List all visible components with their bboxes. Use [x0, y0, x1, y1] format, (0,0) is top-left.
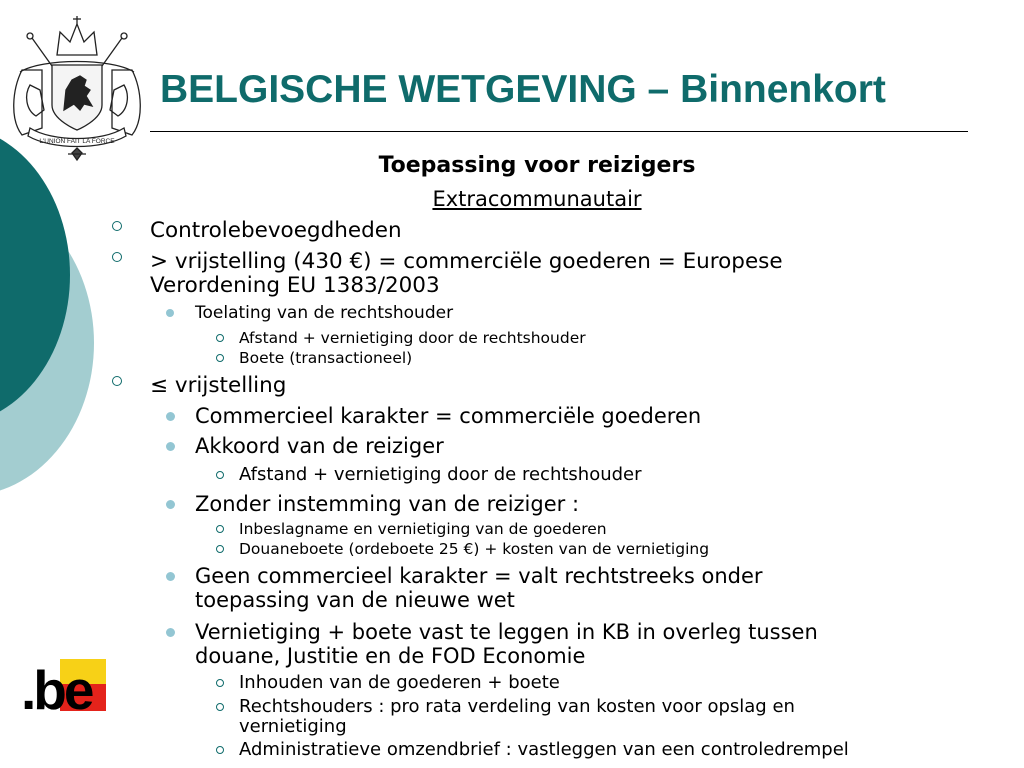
- bullet-text: ≤ vrijstelling: [150, 373, 287, 398]
- bullet-text-continuation: toepassing van de nieuwe wet: [195, 588, 515, 612]
- slide-subheading: Extracommunautair: [432, 187, 642, 211]
- bullet-text: Afstand + vernietiging door de rechtshouder: [239, 464, 642, 485]
- svg-text:.be: .be: [21, 659, 92, 719]
- hollow-circle-bullet-icon: [216, 334, 224, 342]
- bullet-item: [239, 520, 607, 538]
- dot-bullet-icon: [166, 572, 175, 581]
- bullet-text: Vernietiging + boete vast te leggen in KB in overleg tussen: [195, 620, 818, 644]
- bullet-text: Akkoord van de reiziger: [195, 434, 444, 458]
- bullet-text: Controlebevoegdheden: [150, 218, 402, 243]
- bullet-text: Commercieel karakter = commerciële goederen: [195, 404, 702, 428]
- bullet-item: [195, 620, 818, 668]
- bullet-text-continuation: Verordening EU 1383/2003: [150, 273, 440, 298]
- bullet-item: [239, 697, 795, 737]
- bullet-item: [239, 740, 849, 760]
- bullet-text-continuation: douane, Justitie en de FOD Economie: [195, 644, 586, 668]
- bullet-item: [239, 349, 412, 367]
- bullet-text: Douaneboete (ordeboete 25 €) + kosten van de vernietiging: [239, 540, 710, 558]
- hollow-circle-bullet-icon: [112, 376, 122, 386]
- dot-bullet-icon: [166, 442, 175, 451]
- dot-bullet-icon: [166, 628, 175, 637]
- bullet-item: [195, 434, 444, 458]
- bullet-item: [150, 374, 286, 398]
- dot-bullet-icon: [166, 412, 175, 421]
- hollow-circle-bullet-icon: [216, 525, 224, 533]
- bullet-text: Geen commercieel karakter = valt rechtstreeks onder: [195, 564, 763, 588]
- bullet-item: [195, 564, 763, 612]
- bullet-item: [195, 303, 453, 323]
- hollow-circle-bullet-icon: [112, 252, 122, 262]
- slide-subtitle: Toepassing voor reizigers: [378, 153, 696, 178]
- bullet-item: [239, 465, 642, 485]
- bullet-item: [239, 540, 709, 558]
- hollow-circle-bullet-icon: [112, 221, 122, 231]
- bullet-text-continuation: vernietiging: [239, 716, 347, 737]
- bullet-text: > vrijstelling (430 €) = commerciële goederen = Europese: [150, 249, 783, 274]
- svg-text:L'UNION FAIT LA FORCE: L'UNION FAIT LA FORCE: [39, 138, 115, 145]
- hollow-circle-bullet-icon: [216, 679, 224, 687]
- bullet-text: Rechtshouders : pro rata verdeling van kosten voor opslag en: [239, 696, 795, 717]
- dot-be-logo: [20, 651, 109, 719]
- bullet-item: [195, 404, 701, 428]
- bullet-text: Inbeslagname en vernietiging van de goederen: [239, 520, 607, 538]
- bullet-item: [239, 329, 586, 347]
- bullet-text: Zonder instemming van de reiziger :: [195, 492, 580, 516]
- dot-bullet-icon: [166, 309, 174, 317]
- bullet-item: [150, 250, 783, 298]
- hollow-circle-bullet-icon: [216, 545, 224, 553]
- bullet-text: Inhouden van de goederen + boete: [239, 672, 560, 693]
- slide-title: BELGISCHE WETGEVING – Binnenkort: [160, 68, 886, 111]
- hollow-circle-bullet-icon: [216, 746, 224, 754]
- bullet-item: [150, 219, 402, 243]
- hollow-circle-bullet-icon: [216, 703, 224, 711]
- bullet-text: Toelating van de rechtshouder: [195, 303, 454, 323]
- bullet-text: Boete (transactioneel): [239, 349, 413, 367]
- hollow-circle-bullet-icon: [216, 354, 224, 362]
- bullet-item: [239, 673, 560, 693]
- bullet-text: Administratieve omzendbrief : vastleggen van een controledrempel: [239, 739, 849, 760]
- dot-bullet-icon: [166, 500, 175, 509]
- bullet-item: [195, 492, 579, 516]
- bullet-text: Afstand + vernietiging door de rechtshouder: [239, 329, 586, 347]
- hollow-circle-bullet-icon: [216, 471, 224, 479]
